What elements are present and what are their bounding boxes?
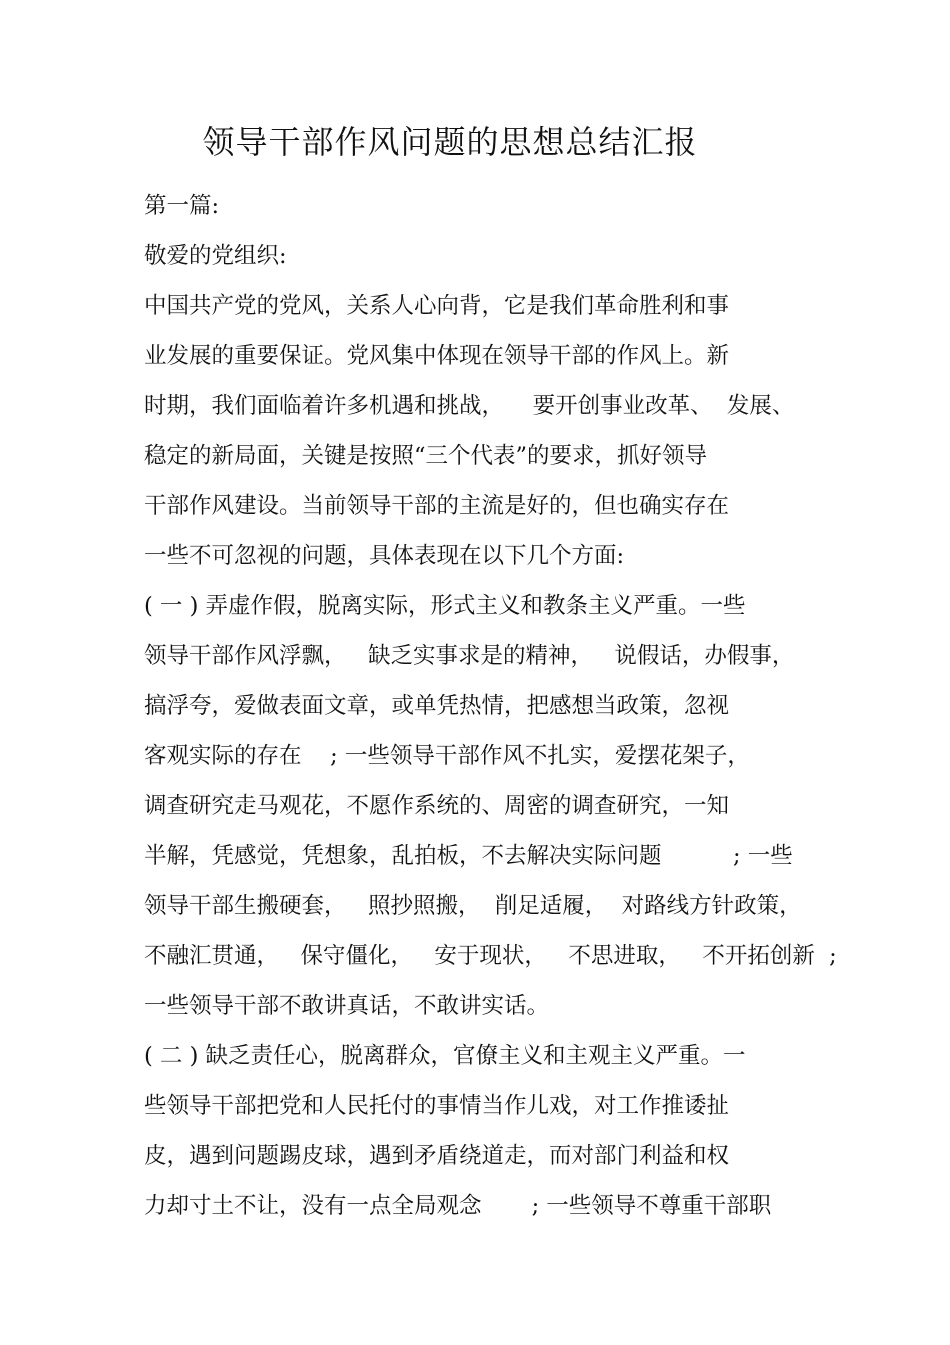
document-title: 领导干部作风问题的思想总结汇报 — [202, 123, 698, 161]
text-line: 搞浮夸，爱做表面文章，或单凭热情，把感想当政策，忽视 — [144, 693, 730, 719]
text-line: 领导干部作风浮飘， 缺乏实事求是的精神， 说假话，办假事， — [144, 643, 795, 669]
text-line: 些领导干部把党和人民托付的事情当作儿戏，对工作推诿扯 — [144, 1093, 730, 1119]
text-line: 一些领导干部不敢讲真话，不敢讲实话。 — [144, 993, 550, 1019]
text-line: 皮，遇到问题踢皮球，遇到矛盾绕道走，而对部门利益和权 — [144, 1143, 730, 1169]
text-line: 时期，我们面临着许多机遇和挑战， 要开创事业改革、 发展、 — [144, 393, 795, 419]
text-line: 第一篇: — [144, 193, 220, 219]
text-line: 调查研究走马观花，不愿作系统的、周密的调查研究，一知 — [144, 793, 730, 819]
document-body — [144, 186, 864, 1236]
text-line: ( 一 ) 弄虚作假，脱离实际，形式主义和教条主义严重。一些 — [144, 593, 746, 619]
text-line: 敬爱的党组织: — [144, 243, 287, 269]
text-line: 不融汇贯通， 保守僵化， 安于现状， 不思进取， 不开拓创新 ; — [144, 943, 837, 969]
text-line: 稳定的新局面，关键是按照“三个代表”的要求，抓好领导 — [144, 443, 708, 469]
text-line: 半解，凭感觉，凭想象，乱拍板，不去解决实际问题 ; 一些 — [144, 843, 793, 869]
text-line: 干部作风建设。当前领导干部的主流是好的，但也确实存在 — [144, 493, 730, 519]
text-line: 中国共产党的党风，关系人心向背，它是我们革命胜利和事 — [144, 293, 730, 319]
text-line: 一些不可忽视的问题，具体表现在以下几个方面: — [144, 543, 625, 569]
text-line: 力却寸土不让，没有一点全局观念 ; 一些领导不尊重干部职 — [144, 1193, 772, 1219]
text-line: 领导干部生搬硬套， 照抄照搬， 削足适履， 对路线方针政策， — [144, 893, 802, 919]
text-line: 客观实际的存在 ; 一些领导干部作风不扎实，爱摆花架子， — [144, 743, 750, 769]
text-line: 业发展的重要保证。党风集中体现在领导干部的作风上。新 — [144, 343, 730, 369]
text-line: ( 二 ) 缺乏责任心，脱离群众，官僚主义和主观主义严重。一 — [144, 1043, 746, 1069]
